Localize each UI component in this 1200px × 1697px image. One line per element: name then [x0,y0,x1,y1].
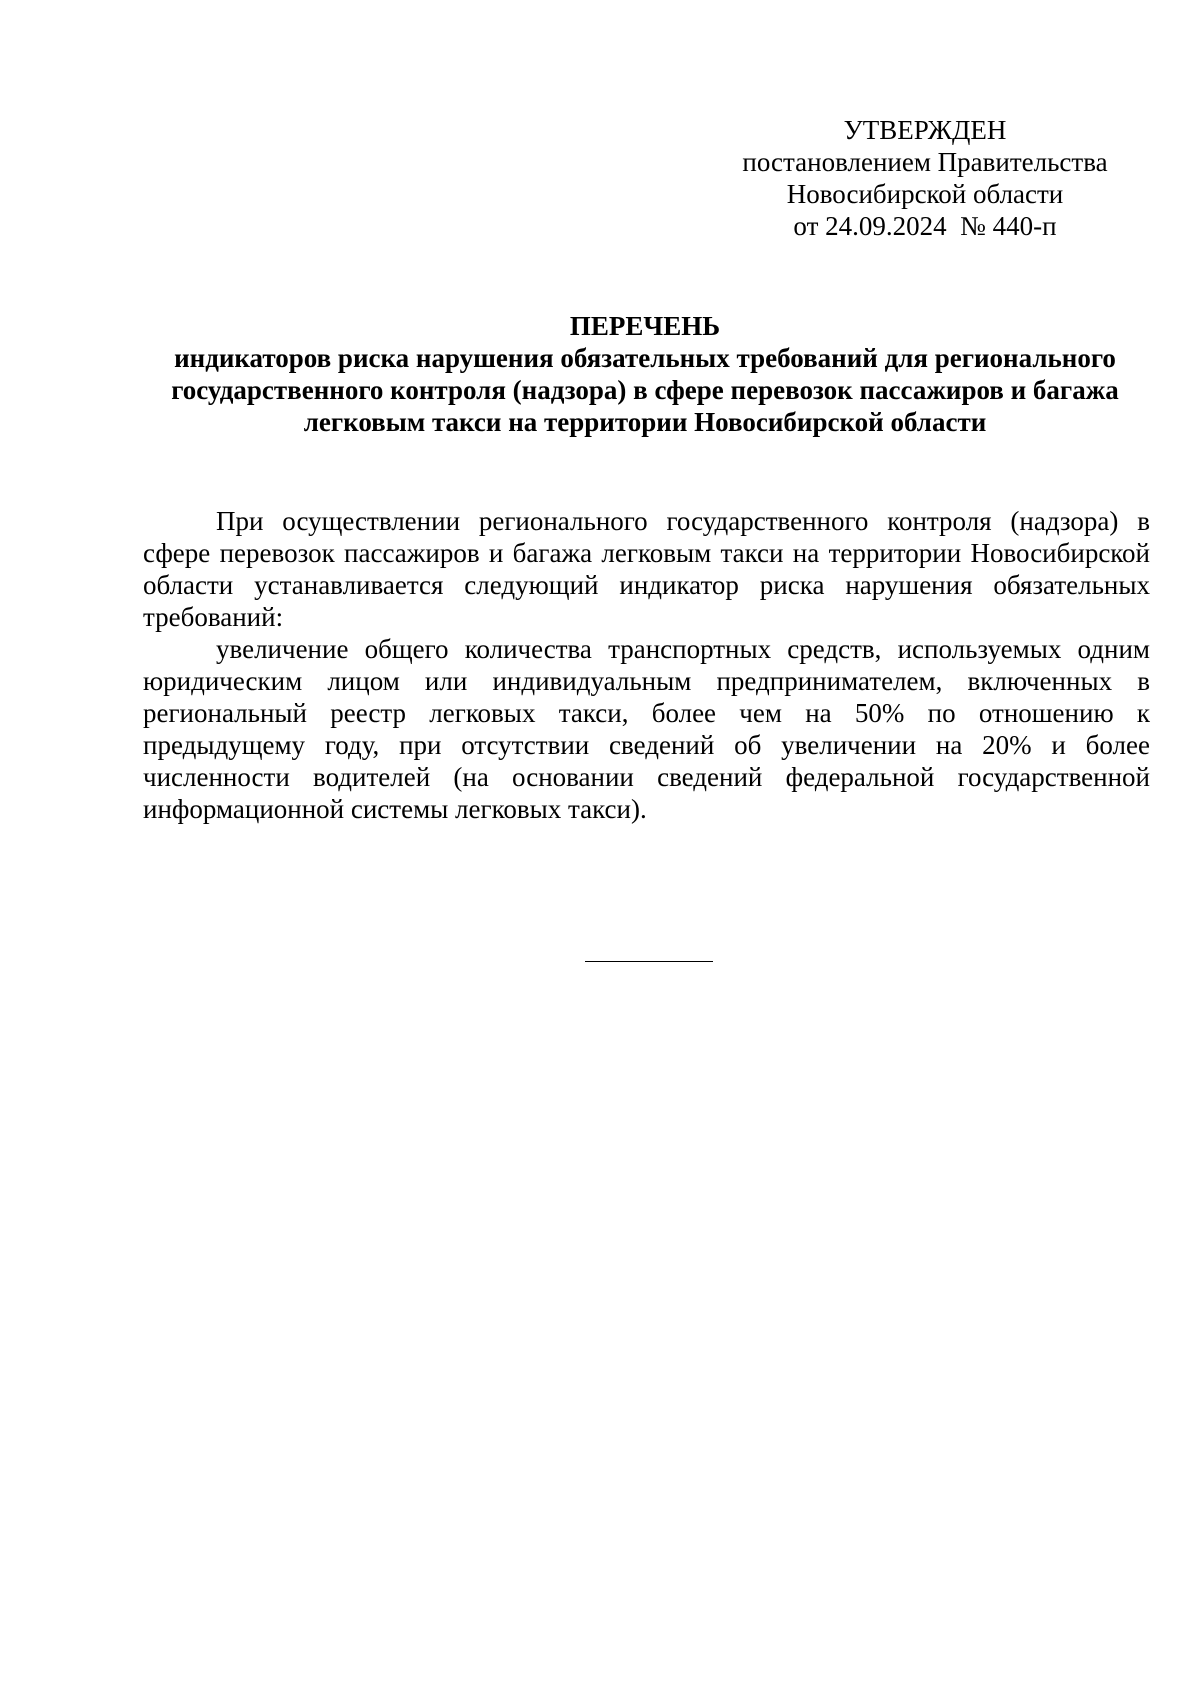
approval-line: постановлением Правительства [742,147,1108,177]
body-paragraph-intro: При осуществлении регионального государственного контроля (надзора) в сфере перевозок пассажиров и багажа легковым такси на территории Новосибирской области устанавливается следующий индикатор риска нарушения обязательных требований: [143,506,1150,632]
approval-date-number: от 24.09.2024 № 440-п [793,211,1057,241]
approval-line: Новосибирской области [786,179,1064,209]
title-heading: ПЕРЕЧЕНЬ [569,311,721,341]
document-body [143,505,1150,825]
approval-stamp-block [700,114,1150,242]
title-line: легковым такси на территории Новосибирской области [303,407,987,437]
document-title [140,310,1150,438]
title-line: государственного контроля (надзора) в сфере перевозок пассажиров и багажа [171,375,1119,405]
body-paragraph-indicator: увеличение общего количества транспортных средств, используемых одним юридическим лицом или индивидуальным предпринимателем, включенных в региональный реестр легковых такси, более чем на 50% по отношению к предыдущему году, при отсутствии сведений об увеличении на 20% и более численности водителей (на основании сведений федеральной государственной информационной системы легковых такси). [143,634,1150,824]
approval-line: УТВЕРЖДЕН [843,115,1007,145]
end-divider-line [585,961,713,962]
title-line: индикаторов риска нарушения обязательных требований для регионального [174,343,1116,373]
